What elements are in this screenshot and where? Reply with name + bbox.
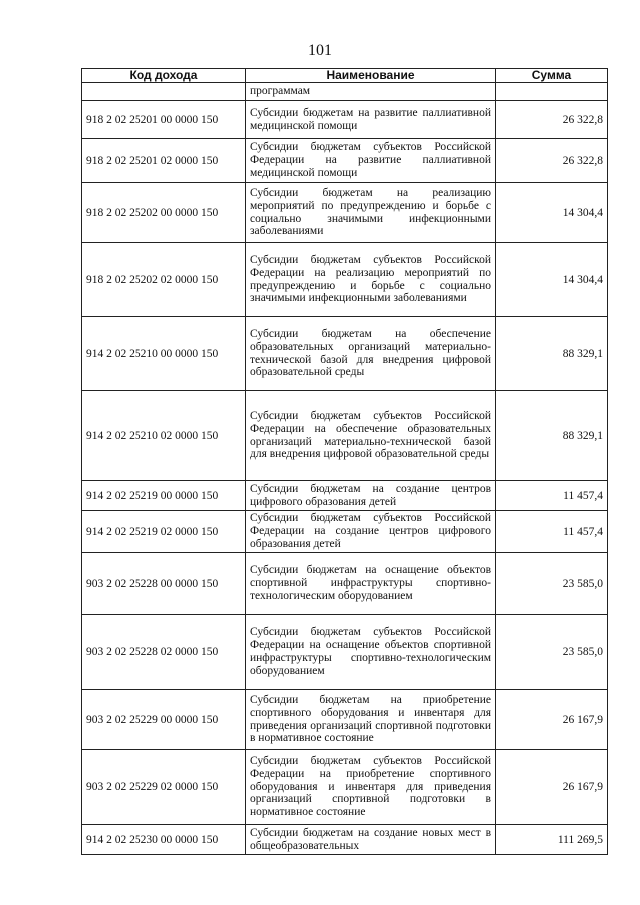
table-row bbox=[82, 83, 608, 101]
income-name: Субсидии бюджетам субъектов Российской Федерации на обеспечение образовательных организаций материально-технической базой для внедрения цифровой образовательной среды bbox=[246, 391, 496, 481]
income-code: 914 2 02 25230 00 0000 150 bbox=[82, 825, 246, 855]
income-code: 903 2 02 25229 02 0000 150 bbox=[82, 750, 246, 825]
income-amount: 26 322,8 bbox=[496, 139, 608, 183]
income-name: Субсидии бюджетам на оснащение объектов спортивной инфраструктуры спортивно-технологическим оборудованием bbox=[246, 553, 496, 615]
income-name: программам bbox=[246, 83, 496, 101]
column-header-name: Наименование bbox=[246, 69, 496, 83]
revenue-table bbox=[81, 68, 608, 855]
income-name: Субсидии бюджетам субъектов Российской Федерации на приобретение спортивного оборудования и инвентаря для приведения организаций спортивной подготовки в нормативное состояние bbox=[246, 750, 496, 825]
income-name: Субсидии бюджетам на создание новых мест в общеобразовательных bbox=[246, 825, 496, 855]
income-code: 918 2 02 25202 02 0000 150 bbox=[82, 243, 246, 317]
income-name: Субсидии бюджетам на приобретение спортивного оборудования и инвентаря для приведения организаций спортивной подготовки в нормативное состояние bbox=[246, 690, 496, 750]
income-code: 903 2 02 25228 00 0000 150 bbox=[82, 553, 246, 615]
income-name: Субсидии бюджетам субъектов Российской Федерации на создание центров цифрового образования детей bbox=[246, 511, 496, 553]
income-amount: 26 167,9 bbox=[496, 750, 608, 825]
income-amount: 111 269,5 bbox=[496, 825, 608, 855]
income-code: 914 2 02 25210 02 0000 150 bbox=[82, 391, 246, 481]
table-row bbox=[82, 553, 608, 615]
table-row bbox=[82, 317, 608, 391]
income-code: 903 2 02 25228 02 0000 150 bbox=[82, 615, 246, 690]
income-code: 918 2 02 25202 00 0000 150 bbox=[82, 183, 246, 243]
income-amount: 26 167,9 bbox=[496, 690, 608, 750]
income-name: Субсидии бюджетам на создание центров цифрового образования детей bbox=[246, 481, 496, 511]
income-name: Субсидии бюджетам субъектов Российской Федерации на оснащение объектов спортивной инфраструктуры спортивно-технологическим оборудованием bbox=[246, 615, 496, 690]
income-amount: 23 585,0 bbox=[496, 553, 608, 615]
income-name: Субсидии бюджетам на реализацию мероприятий по предупреждению и борьбе с социально значимыми инфекционными заболеваниями bbox=[246, 183, 496, 243]
income-code: 914 2 02 25219 00 0000 150 bbox=[82, 481, 246, 511]
income-code bbox=[82, 83, 246, 101]
income-name: Субсидии бюджетам на развитие паллиативной медицинской помощи bbox=[246, 101, 496, 139]
income-amount: 14 304,4 bbox=[496, 243, 608, 317]
table-row bbox=[82, 481, 608, 511]
income-amount: 11 457,4 bbox=[496, 511, 608, 553]
table-row bbox=[82, 243, 608, 317]
income-name: Субсидии бюджетам субъектов Российской Федерации на развитие паллиативной медицинской помощи bbox=[246, 139, 496, 183]
income-amount: 88 329,1 bbox=[496, 391, 608, 481]
income-code: 914 2 02 25219 02 0000 150 bbox=[82, 511, 246, 553]
income-amount: 11 457,4 bbox=[496, 481, 608, 511]
table-row bbox=[82, 825, 608, 855]
column-header-code: Код дохода bbox=[82, 69, 246, 83]
table-row bbox=[82, 511, 608, 553]
income-name: Субсидии бюджетам на обеспечение образовательных организаций материально-технической базой для внедрения цифровой образовательной среды bbox=[246, 317, 496, 391]
income-code: 918 2 02 25201 02 0000 150 bbox=[82, 139, 246, 183]
table-row bbox=[82, 183, 608, 243]
table-header-row bbox=[82, 69, 608, 83]
income-amount: 14 304,4 bbox=[496, 183, 608, 243]
table-row bbox=[82, 139, 608, 183]
income-name: Субсидии бюджетам субъектов Российской Федерации на реализацию мероприятий по предупреждению и борьбе с социально значимыми инфекционными заболеваниями bbox=[246, 243, 496, 317]
income-code: 903 2 02 25229 00 0000 150 bbox=[82, 690, 246, 750]
table-row bbox=[82, 690, 608, 750]
income-amount: 26 322,8 bbox=[496, 101, 608, 139]
table-row bbox=[82, 101, 608, 139]
table-row bbox=[82, 391, 608, 481]
income-amount bbox=[496, 83, 608, 101]
income-code: 914 2 02 25210 00 0000 150 bbox=[82, 317, 246, 391]
table-row bbox=[82, 750, 608, 825]
page-number: 101 bbox=[308, 42, 332, 59]
income-amount: 88 329,1 bbox=[496, 317, 608, 391]
income-code: 918 2 02 25201 00 0000 150 bbox=[82, 101, 246, 139]
table-row bbox=[82, 615, 608, 690]
column-header-amount: Сумма bbox=[496, 69, 608, 83]
income-amount: 23 585,0 bbox=[496, 615, 608, 690]
